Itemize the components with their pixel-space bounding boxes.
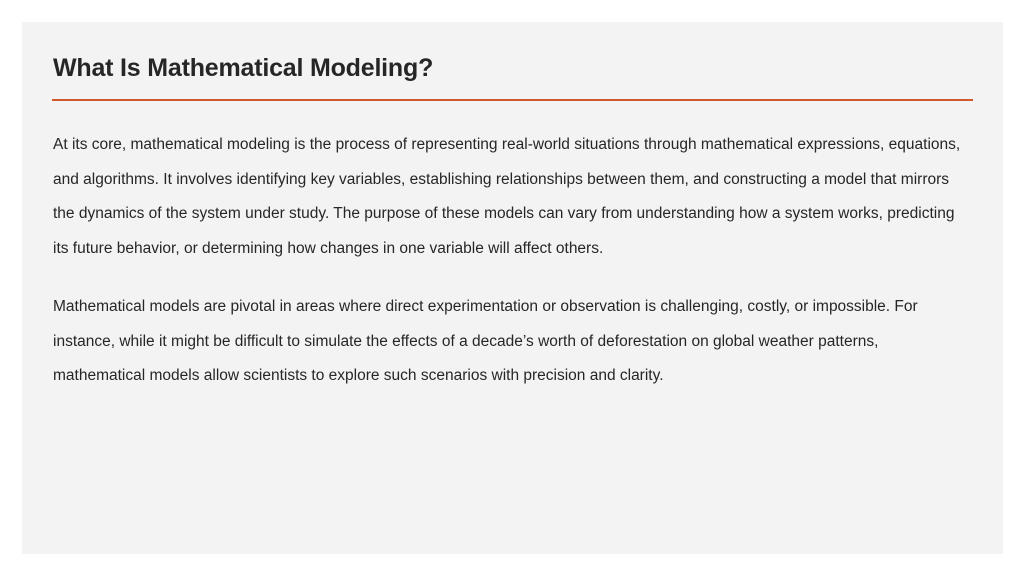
title-divider	[52, 99, 973, 101]
slide-body	[53, 128, 968, 418]
paragraph-2: Mathematical models are pivotal in areas where direct experimentation or observation is challenging, costly, or impossible. For instance, while it might be difficult to simulate the effects of a decade’s worth of deforestation on global weather patterns, mathematical models allow scientists to explore such scenarios with precision and clarity.	[53, 298, 918, 384]
slide-title: What Is Mathematical Modeling?	[53, 54, 434, 82]
slide-panel	[22, 22, 1003, 554]
paragraph-1: At its core, mathematical modeling is the process of representing real-world situations through mathematical expressions, equations, and algorithms. It involves identifying key variables, establishing relationships between them, and constructing a model that mirrors the dynamics of the system under study. The purpose of these models can vary from understanding how a system works, predicting its future behavior, or determining how changes in one variable will affect others.	[53, 136, 961, 257]
